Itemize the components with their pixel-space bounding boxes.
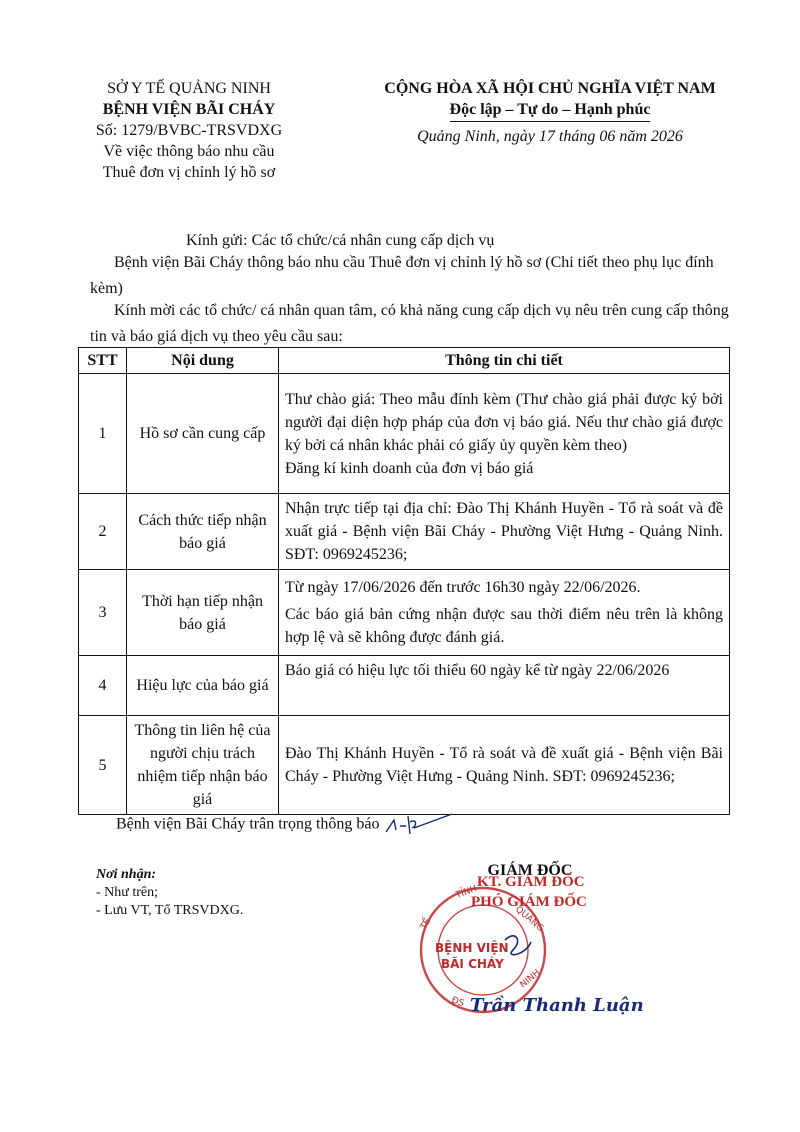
invite-paragraph: Kính mời các tổ chức/ cá nhân quan tâm, có khả năng cung cấp dịch vụ nêu trên cung cấp thông tin và báo giá dịch vụ theo yêu cầu sau: (90, 302, 729, 345)
row-stt: 2 (79, 494, 127, 570)
row-content: Hiệu lực của báo giá (127, 656, 279, 716)
closing-text: Bệnh viện Bãi Cháy trân trọng thông báo (116, 815, 380, 833)
recipient-item: - Như trên; (96, 885, 159, 900)
subject-line-2: Thuê đơn vị chỉnh lý hồ sơ (102, 164, 276, 181)
recipient-item: - Lưu VT, Tổ TRSVDXG. (96, 903, 244, 918)
header-stt: STT (79, 348, 127, 374)
header-detail: Thông tin chi tiết (279, 348, 730, 374)
initials-signature (384, 812, 454, 838)
signer-title: GIÁM ĐỐC (487, 862, 573, 879)
row-detail (279, 656, 730, 716)
svg-text:TẾ: TẾ (418, 916, 434, 932)
row-content: Hồ sơ cần cung cấp (127, 374, 279, 494)
detail-text: Thư chào giá: Theo mẫu đính kèm (Thư chào giá phải được ký bởi người đại diện hợp pháp của đơn vị báo giá. Nếu thư chào giá được ký bởi cá nhân khác phải có giấy ủy quyền kèm theo) (285, 390, 723, 454)
detail-text: Báo giá có hiệu lực tối thiểu 60 ngày kể từ ngày 22/06/2026 (285, 662, 670, 679)
signer-name: Trần Thanh Luận (470, 995, 644, 1016)
row-detail (279, 716, 730, 815)
detail-text: Các báo giá bản cứng nhận được sau thời điểm nêu trên là không hợp lệ và sẽ không được đánh giá. (285, 606, 723, 646)
recipients-title: Nơi nhận: (96, 867, 157, 882)
country-name: CỘNG HÒA XÃ HỘI CHỦ NGHĨA VIỆT NAM (384, 80, 716, 97)
detail-text: Từ ngày 17/06/2026 đến trước 16h30 ngày 22/06/2026. (285, 579, 641, 596)
intro-paragraph: Bệnh viện Bãi Cháy thông báo nhu cầu Thuê đơn vị chỉnh lý hồ sơ (Chi tiết theo phụ lục đính kèm) (90, 254, 714, 297)
row-stt: 5 (79, 716, 127, 815)
row-content: Cách thức tiếp nhận báo giá (127, 494, 279, 570)
document-number: Số: 1279/BVBC-TRSVDXG (95, 122, 283, 139)
table-row (79, 656, 730, 716)
row-detail (279, 494, 730, 570)
table-header-row (79, 348, 730, 374)
row-detail (279, 570, 730, 656)
detail-text: Nhận trực tiếp tại địa chỉ: Đào Thị Khánh Huyền - Tổ rà soát và đề xuất giá - Bệnh viện Bãi Cháy - Phường Việt Hưng - Quảng Ninh. SĐT: 0969245236; (285, 500, 723, 563)
recipients-block (96, 866, 243, 920)
requirements-table (78, 347, 730, 815)
closing-line (116, 812, 454, 838)
table-row (79, 570, 730, 656)
department-name: SỞ Y TẾ QUẢNG NINH (107, 80, 271, 97)
row-stt: 1 (79, 374, 127, 494)
detail-text: Đăng kí kinh doanh của đơn vị báo giá (285, 459, 534, 477)
issuer-block (60, 78, 318, 183)
svg-text:NINH: NINH (518, 967, 543, 991)
row-stt: 4 (79, 656, 127, 716)
row-stt: 3 (79, 570, 127, 656)
national-header (340, 78, 760, 122)
header-content: Nội dung (127, 348, 279, 374)
svg-text:BỆNH VIỆN: BỆNH VIỆN (435, 941, 509, 955)
detail-text: Đào Thị Khánh Huyền - Tổ rà soát và đề xuất giá - Bệnh viện Bãi Cháy - Phường Việt Hưng - Quảng Ninh. SĐT: 0969245236; (285, 745, 723, 785)
svg-text:BÃI CHÁY: BÃI CHÁY (441, 957, 504, 971)
svg-text:ĐS: ĐS (449, 995, 466, 1010)
national-motto: Độc lập – Tự do – Hạnh phúc (450, 99, 651, 122)
row-detail (279, 374, 730, 494)
subject-line-1: Về việc thông báo nhu cầu (103, 143, 275, 160)
stamp-line-2: PHÓ GIÁM ĐỐC (471, 894, 587, 910)
greeting: Kính gửi: Các tổ chức/cá nhân cung cấp dịch vụ (186, 232, 495, 249)
svg-text:TỈNH: TỈNH (454, 884, 479, 901)
table-row (79, 494, 730, 570)
hospital-name: BỆNH VIỆN BÃI CHÁY (102, 101, 276, 118)
table-row (79, 374, 730, 494)
table-row (79, 716, 730, 815)
svg-text:QUẢNG: QUẢNG (513, 904, 546, 934)
date-line: Quảng Ninh, ngày 17 tháng 06 năm 2026 (417, 128, 683, 145)
row-content: Thời hạn tiếp nhận báo giá (127, 570, 279, 656)
stamp-line-1: KT. GIÁM ĐỐC (477, 874, 585, 890)
row-content: Thông tin liên hệ của người chịu trách nhiệm tiếp nhận báo giá (127, 716, 279, 815)
